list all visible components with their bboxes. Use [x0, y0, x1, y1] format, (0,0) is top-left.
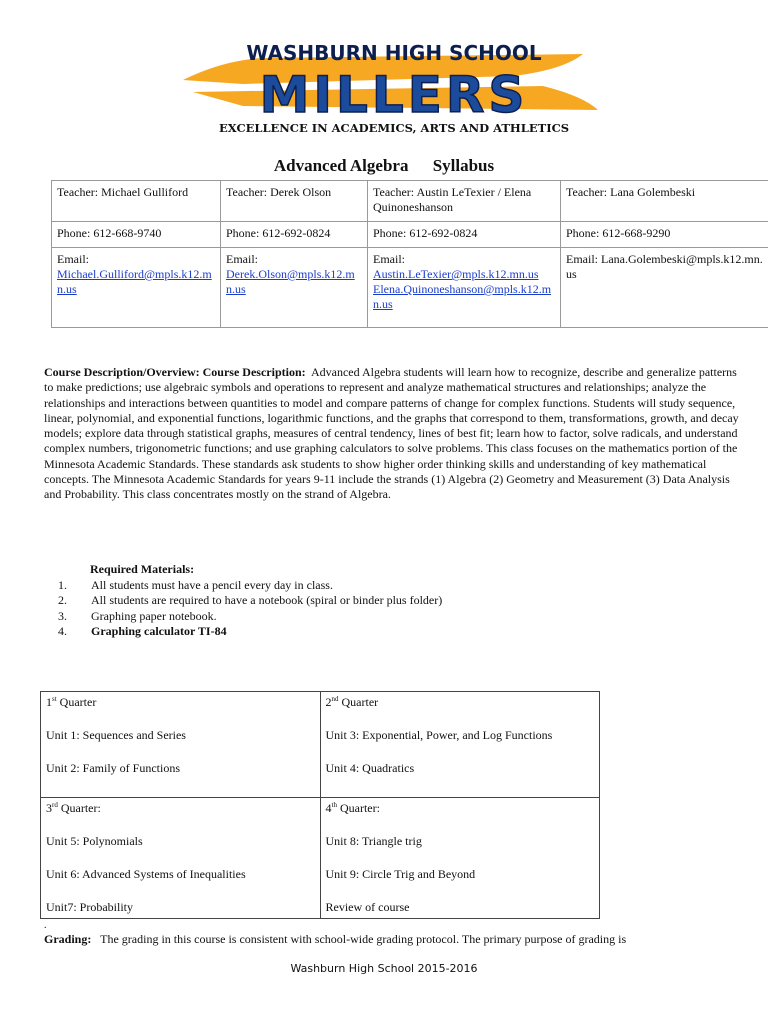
unit-item: Unit 4: Quadratics: [325, 761, 415, 775]
quarter-cell: [320, 692, 600, 798]
title-left: Advanced Algebra: [273, 156, 409, 175]
quarter-heading: 3rd Quarter:: [46, 801, 101, 815]
unit-item: Unit7: Probability: [46, 900, 133, 914]
item-number: 3.: [58, 608, 67, 623]
email-label: Email:: [373, 252, 405, 266]
description-text: Advanced Algebra students will learn how to recognize, describe and generalize patterns to make predictions; use algebraic symbols and operations to represent and analyze mathematical structures and relationships; analyze the relationships and interactions between quantities to model and compare patterns of change for complex functions. Students will study sequence, linear, polynomial, and exponential functions, logarithmic functions, and the graphs that correspond to them, transformations, growth, and decay models; explore data through statistical graphs, measures of central tendency, lines of best fit; learn how to factor, solve radicals, and understand complex numbers, trigonometric functions; and use graphing calculators to solve problems. This class focuses on the mathematics portion of the Minnesota Academic Standards. These standards ask students to show higher order thinking skills and understanding of key mathematical concepts. The Minnesota Academic Standards for years 9-11 include the strands (1) Algebra (2) Geometry and Measurement (3) Data Analysis and Probability. This class concentrates mostly on the strand of Algebra.: [44, 365, 739, 502]
teacher-name-cell: Teacher: Derek Olson: [221, 181, 368, 222]
teacher-phone-cell: Phone: 612-668-9290: [561, 222, 768, 248]
logo-line3: EXCELLENCE IN ACADEMICS, ARTS AND ATHLETICS: [218, 121, 570, 135]
grading-text: The grading in this course is consistent with school-wide grading protocol. The primary purpose of grading is: [100, 932, 627, 946]
page-footer: Washburn High School 2015-2016: [290, 962, 478, 975]
grading-label: Grading:: [44, 932, 92, 946]
email-link[interactable]: Michael.Gulliford@mpls.k12.mn.us: [57, 267, 212, 296]
email-label: Email:: [57, 252, 89, 266]
item-text: All students must have a pencil every day in class.: [91, 578, 333, 592]
teacher-email-cell: [52, 248, 221, 328]
materials-heading: Required Materials:: [90, 562, 195, 576]
teacher-contact-table: [51, 180, 768, 328]
quarter-row: [41, 798, 600, 919]
item-text: All students are required to have a notebook (spiral or binder plus folder): [91, 593, 443, 608]
teacher-name-cell: Teacher: Austin LeTexier / Elena Quinoneshanson: [368, 181, 561, 222]
unit-item: Unit 6: Advanced Systems of Inequalities: [46, 867, 246, 881]
teacher-email-cell: [561, 248, 768, 328]
quarter-cell: [41, 798, 321, 919]
grading-paragraph: [44, 932, 764, 947]
course-description: [44, 365, 744, 503]
page-title: [0, 156, 768, 176]
materials-list: [44, 578, 644, 640]
unit-item: Unit 2: Family of Functions: [46, 761, 181, 775]
teacher-phone-cell: Phone: 612-692-0824: [368, 222, 561, 248]
logo-line1: WASHBURN HIGH SCHOOL: [246, 41, 542, 65]
item-number: 4.: [58, 624, 67, 639]
description-label: Course Description/Overview: Course Description:: [44, 365, 306, 379]
unit-item: Review of course: [325, 900, 410, 914]
title-right: Syllabus: [432, 156, 495, 175]
unit-item: Unit 8: Triangle trig: [325, 834, 422, 848]
quarter-cell: [41, 692, 321, 798]
list-item: [44, 578, 644, 593]
unit-item: Unit 9: Circle Trig and Beyond: [325, 867, 476, 881]
quarter-row: [41, 692, 600, 798]
item-text: Graphing calculator TI-84: [91, 624, 227, 639]
teacher-email-row: [52, 248, 768, 328]
item-number: 1.: [58, 578, 67, 592]
quarter-cell: [320, 798, 600, 919]
quarter-schedule-table: [40, 691, 600, 919]
stray-dot: .: [44, 920, 47, 931]
email-link[interactable]: Elena.Quinoneshanson@mpls.k12.mn.us: [373, 282, 552, 311]
email-label: Email: Lana.Golembeski@mpls.k12.mn.us: [566, 252, 763, 281]
email-label: Email:: [226, 252, 258, 266]
teacher-phone-cell: Phone: 612-692-0824: [221, 222, 368, 248]
list-item: [44, 624, 644, 639]
teacher-phone-cell: Phone: 612-668-9740: [52, 222, 221, 248]
teacher-name-cell: Teacher: Lana Golembeski: [561, 181, 768, 222]
teacher-name-row: [52, 181, 768, 222]
list-item: [44, 609, 644, 624]
logo-line2: MILLERS: [259, 66, 529, 124]
quarter-heading: 4th Quarter:: [325, 801, 380, 815]
teacher-email-cell: [221, 248, 368, 328]
quarter-heading: 2nd Quarter: [325, 695, 379, 709]
email-link[interactable]: Austin.LeTexier@mpls.k12.mn.us: [373, 267, 539, 281]
item-number: 2.: [58, 593, 67, 608]
unit-item: Unit 5: Polynomials: [46, 834, 143, 848]
item-text: Graphing paper notebook.: [91, 608, 217, 623]
email-link[interactable]: Derek.Olson@mpls.k12.mn.us: [226, 267, 355, 296]
unit-item: Unit 1: Sequences and Series: [46, 728, 186, 742]
washburn-millers-logo: [183, 40, 605, 136]
teacher-email-cell: [368, 248, 561, 328]
quarter-heading: 1st Quarter: [46, 695, 97, 709]
teacher-phone-row: [52, 222, 768, 248]
unit-item: Unit 3: Exponential, Power, and Log Functions: [325, 728, 553, 742]
list-item: [44, 593, 644, 608]
teacher-name-cell: Teacher: Michael Gulliford: [52, 181, 221, 222]
